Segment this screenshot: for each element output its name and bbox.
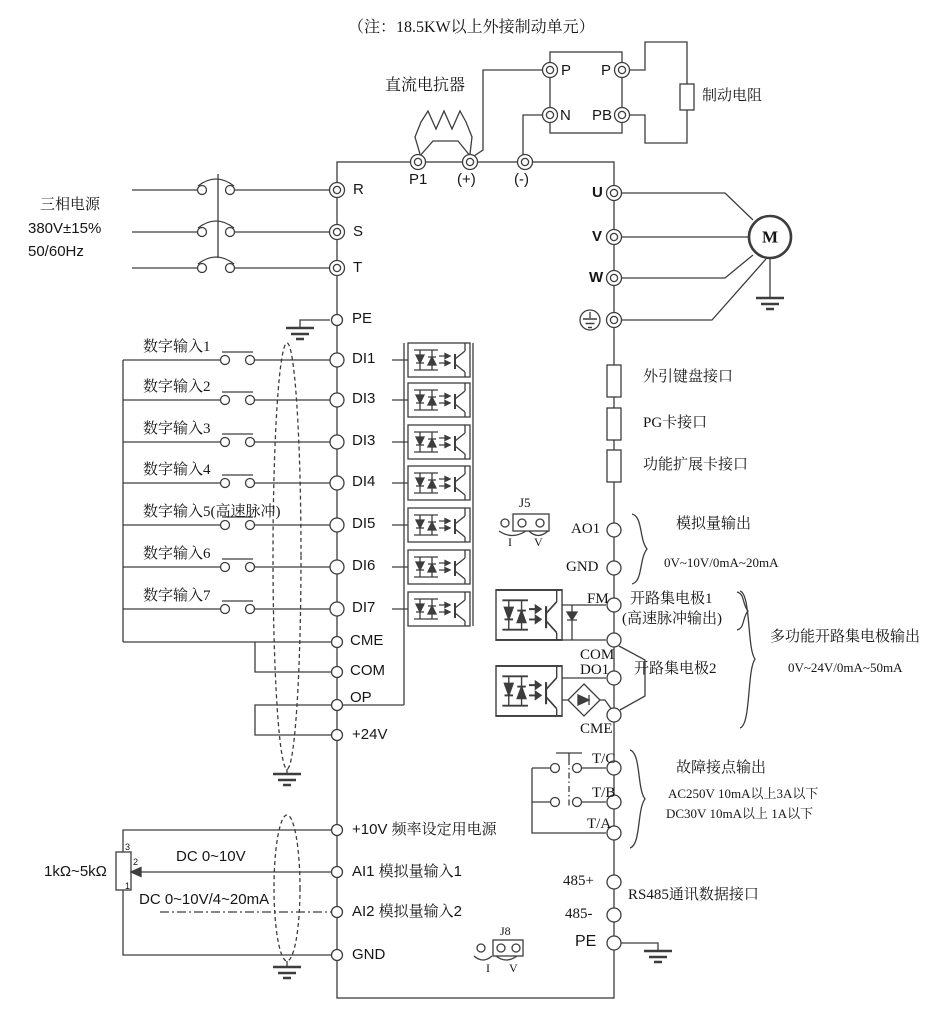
terminal-cme-right: CME [580, 721, 613, 737]
dc-reactor-icon [415, 111, 472, 157]
j8-label: J8 [500, 924, 511, 938]
relay-output-wiring [532, 750, 645, 848]
di-label: 数字输入3 [143, 421, 211, 437]
brake-terminal-n: N [560, 107, 571, 124]
terminal-10v: +10V 频率设定用电源 [352, 821, 497, 838]
terminal-pe-right: PE [575, 933, 597, 950]
dc-reactor-label: 直流电抗器 [385, 77, 466, 94]
terminal-gnd-left: GND [352, 946, 386, 963]
relay-spec-dc: DC30V 10mA以上 1A以下 [666, 806, 814, 821]
breaker-switches [132, 174, 329, 273]
j5-jumper-icon [499, 514, 549, 536]
motor-output-wiring [580, 193, 791, 330]
di-label: 数字输入5(高速脉冲) [143, 504, 281, 520]
terminal-tc: T/C [592, 751, 616, 767]
di-terminal: DI5 [352, 515, 376, 532]
relay-spec-ac: AC250V 10mA以上3A以下 [668, 786, 819, 801]
di-label: 数字输入1 [143, 339, 211, 355]
di-terminal: DI4 [352, 473, 376, 490]
brake-resistor-label: 制动电阻 [702, 88, 763, 104]
pot-pin-2: 2 [133, 857, 139, 867]
j8-i-label: I [486, 961, 490, 975]
terminal-t: T [353, 259, 363, 276]
di-label: 数字输入6 [143, 546, 211, 562]
optocoupler-column [404, 343, 473, 705]
oc1-sub-label: (高速脉冲输出) [622, 611, 722, 627]
j5-v-label: V [534, 535, 543, 549]
brake-terminal-p-in: P [561, 62, 572, 79]
brake-terminal-p-out: P [601, 62, 612, 79]
di-terminal: DI3 [352, 432, 376, 449]
terminal-v: V [592, 228, 603, 245]
rs485-label: RS485通讯数据接口 [628, 887, 759, 903]
potentiometer-label: 1kΩ~5kΩ [44, 863, 107, 880]
di-terminal: DI3 [352, 390, 376, 407]
terminal-ai1: AI1 模拟量输入1 [352, 863, 463, 880]
rs485-pe-ground-icon [621, 943, 672, 962]
bridge-diode-icon [562, 684, 612, 716]
interface-keyboard: 外引键盘接口 [643, 369, 734, 385]
terminal-com: COM [350, 662, 385, 679]
terminal-minus: (-) [514, 171, 529, 188]
j8-v-label: V [509, 961, 518, 975]
pe-ground-icon [286, 320, 330, 339]
terminal-w: W [589, 269, 604, 286]
terminal-ta: T/A [587, 816, 612, 832]
analog-output-range: 0V~10V/0mA~20mA [664, 555, 779, 570]
interface-pg-card: PG卡接口 [643, 415, 708, 431]
interface-connectors [607, 365, 621, 482]
terminal-gnd-ao: GND [566, 559, 599, 575]
terminal-op: OP [350, 689, 372, 706]
terminal-cme: CME [350, 632, 384, 649]
terminal-24v: +24V [352, 726, 388, 743]
terminal-com-right: COM [580, 647, 615, 663]
interface-expansion-card: 功能扩展卡接口 [643, 457, 749, 473]
terminal-u: U [592, 184, 603, 201]
oc2-label: 开路集电极2 [634, 661, 717, 677]
j5-label: J5 [519, 495, 531, 510]
shield-ellipse-digital [273, 343, 301, 785]
terminal-ai2: AI2 模拟量输入2 [352, 903, 463, 920]
power-source-line3: 50/60Hz [28, 243, 84, 260]
terminal-485-plus: 485+ [563, 873, 594, 889]
analog-output-brace [632, 514, 647, 584]
power-source-line2: 380V±15% [28, 220, 102, 237]
di-terminal: DI6 [352, 557, 376, 574]
terminal-do1: DO1 [580, 662, 610, 678]
terminal-ao1: AO1 [571, 521, 601, 537]
pot-pin-1: 1 [125, 881, 131, 891]
di-label: 数字输入2 [143, 379, 211, 395]
di-label: 数字输入7 [143, 588, 211, 604]
terminal-tb: T/B [592, 785, 616, 801]
terminal-r: R [353, 181, 364, 198]
earth-terminal-icon [580, 310, 600, 330]
terminal-fm: FM [587, 591, 609, 607]
pot-pin-3: 3 [125, 842, 131, 852]
di-label: 数字输入4 [143, 462, 211, 478]
brake-resistor-icon [680, 84, 694, 110]
j5-i-label: I [508, 535, 512, 549]
relay-title: 故障接点输出 [676, 760, 767, 776]
diode-icon [567, 605, 577, 640]
oc1-label: 开路集电极1 [630, 591, 713, 607]
ai2-signal-label: DC 0~10V/4~20mA [139, 891, 270, 908]
braking-unit [471, 42, 694, 160]
j8-jumper-icon [474, 940, 523, 960]
terminal-pe-left: PE [352, 310, 373, 327]
terminal-485-minus: 485- [565, 906, 593, 922]
oc-range: 0V~24V/0mA~50mA [788, 660, 903, 675]
note-top: （注：18.5KW以上外接制动单元） [348, 19, 595, 36]
di-terminal: DI1 [352, 350, 376, 367]
motor-label: M [761, 227, 779, 247]
oc-title: 多功能开路集电极输出 [770, 629, 921, 645]
brake-terminal-pb: PB [592, 107, 613, 124]
analog-output-title: 模拟量输出 [676, 516, 752, 532]
terminal-s: S [353, 223, 364, 240]
terminal-p1: P1 [409, 171, 428, 188]
di-terminal: DI7 [352, 599, 376, 616]
shield-ellipse-analog [273, 815, 301, 978]
ai1-signal-label: DC 0~10V [176, 848, 246, 865]
power-source-line1: 三相电源 [40, 197, 101, 213]
terminal-plus: (+) [457, 171, 476, 188]
